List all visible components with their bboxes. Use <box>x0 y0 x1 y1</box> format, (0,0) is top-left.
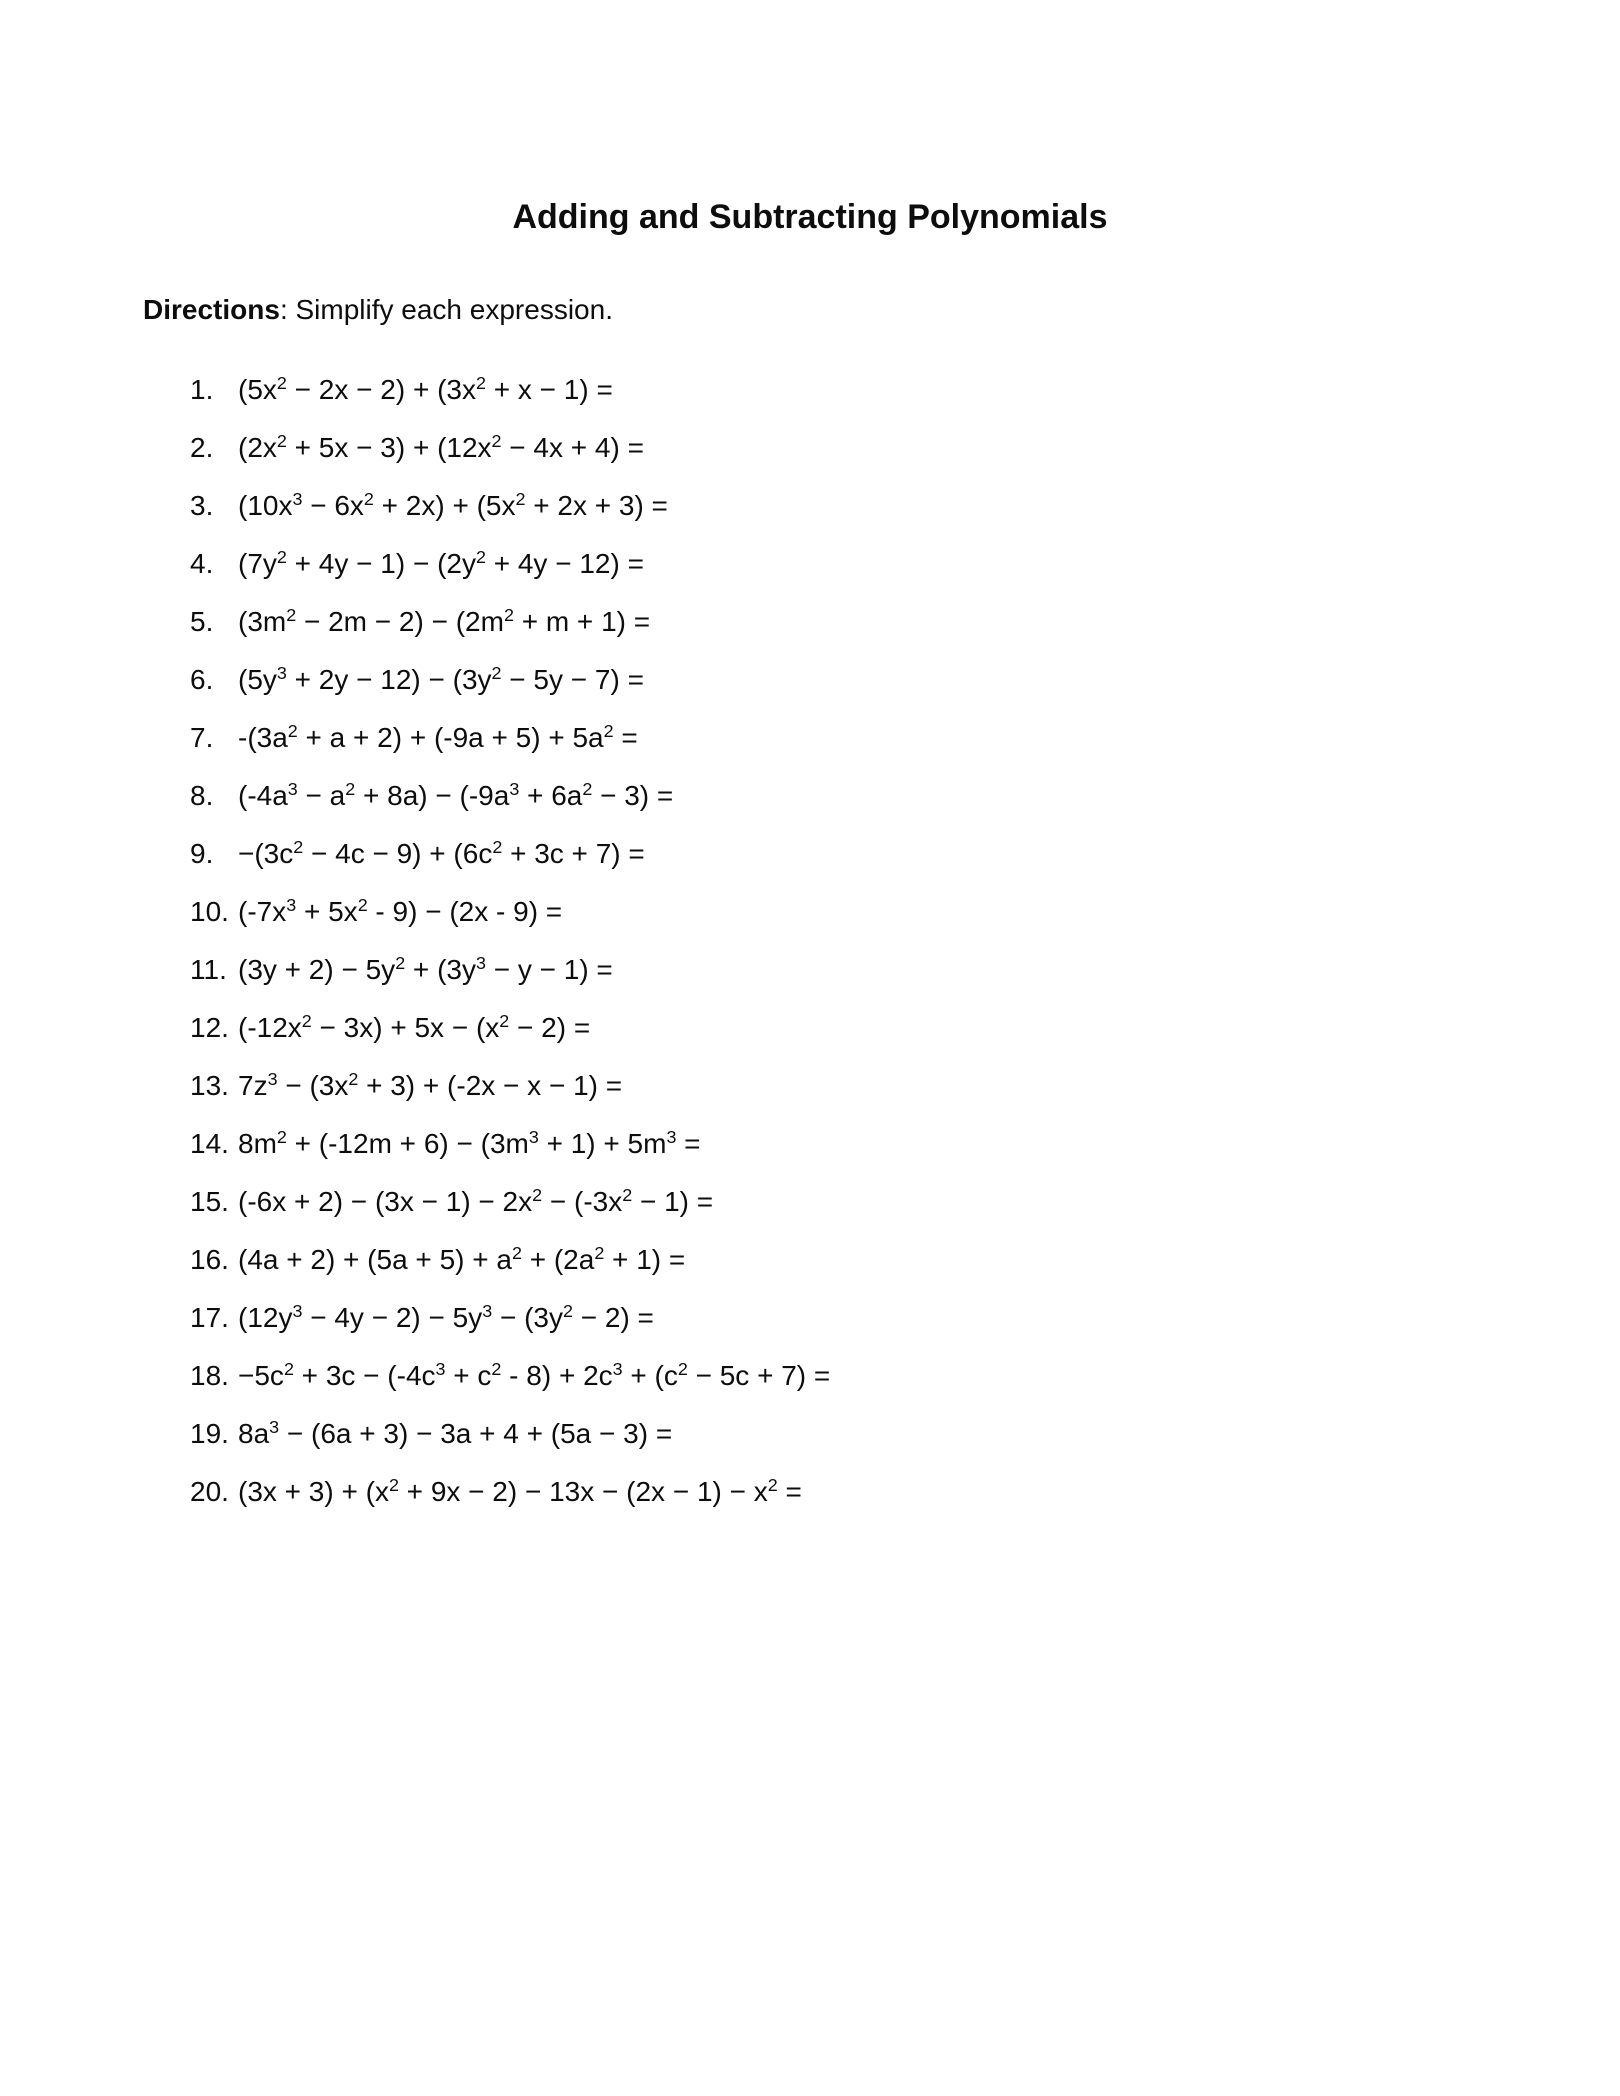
problem-item <box>190 1347 830 1405</box>
problem-number: 2. <box>190 432 214 463</box>
problem-expression: $(2x^2 + 5x - 3) + (12x^2 - 4x + 4)$ = <box>238 431 644 463</box>
problem-expression: $8a^3 - (6a + 3) - 3a + 4 + (5a - 3)$ = <box>238 1417 673 1449</box>
problem-number: 4. <box>190 548 214 579</box>
problem-expression: $(5y^3 + 2y - 12) - (3y^2 - 5y - 7)$ = <box>238 663 644 695</box>
problem-number: 11. <box>190 954 227 985</box>
problem-number: 6. <box>190 664 214 695</box>
directions <box>143 290 613 330</box>
problem-item <box>190 651 830 709</box>
problem-item <box>190 767 830 825</box>
problem-number: 5. <box>190 606 214 637</box>
problem-expression: $7z^3 - (3x^2 + 3) + (-2x - x - 1)$ = <box>238 1069 623 1101</box>
problem-number: 8. <box>190 780 214 811</box>
problem-item <box>190 883 830 941</box>
problem-item <box>190 477 830 535</box>
problem-number: 10. <box>190 896 229 927</box>
problem-item <box>190 361 830 419</box>
page-title: Adding and Subtracting Polynomials <box>512 198 1108 236</box>
problem-item <box>190 1405 830 1463</box>
problem-item <box>190 535 830 593</box>
problem-expression: $(-7x^3 + 5x^2 - 9) - (2x - 9)$ = <box>238 895 563 927</box>
problem-number: 19. <box>190 1418 229 1449</box>
problem-item <box>190 999 830 1057</box>
problem-item <box>190 941 830 999</box>
problem-expression: $(-12x^2 - 3x) + 5x - (x^2 - 2)$ = <box>238 1011 591 1043</box>
problem-item <box>190 1115 830 1173</box>
problem-number: 12. <box>190 1012 229 1043</box>
problem-item <box>190 1463 830 1521</box>
problem-number: 16. <box>190 1244 229 1275</box>
problem-number: 3. <box>190 490 214 521</box>
problem-item <box>190 593 830 651</box>
problem-expression: $(-4a^3 - a^2 + 8a) - (-9a^3 + 6a^2 - 3)$ = <box>238 779 674 811</box>
directions-text: : Simplify each expression. <box>279 294 613 325</box>
problem-expression: $(12y^3 - 4y - 2) - 5y^3 - (3y^2 - 2)$ = <box>238 1301 654 1333</box>
problem-expression: $(5x^2 - 2x - 2) + (3x^2 + x - 1)$ = <box>238 373 613 405</box>
problem-item <box>190 1057 830 1115</box>
problem-expression: $(4a + 2) + (5a + 5) + a^2 + (2a^2 + 1)$ = <box>238 1243 686 1275</box>
problem-number: 17. <box>190 1302 229 1333</box>
problem-number: 13. <box>190 1070 229 1101</box>
problem-expression: $8m^2 + (-12m + 6) - (3m^3 + 1) + 5m^3$ = <box>238 1127 701 1159</box>
problem-expression: $-(3c^2 - 4c - 9) + (6c^2 + 3c + 7)$ = <box>238 837 645 869</box>
directions-label: Directions <box>143 294 280 325</box>
problem-expression: $(-6x + 2) - (3x - 1) - 2x^2 - (-3x^2 - 1)$ = <box>238 1185 714 1217</box>
problem-number: 7. <box>190 722 214 753</box>
problem-item <box>190 825 830 883</box>
problem-expression: $(10x^3 - 6x^2 + 2x) + (5x^2 + 2x + 3)$ = <box>238 489 668 521</box>
problem-expression: $(7y^2 + 4y - 1) - (2y^2 + 4y - 12)$ = <box>238 547 644 579</box>
problem-expression: $(3x + 3) + (x^2 + 9x - 2) - 13x - (2x - 1) - x^2$ = <box>238 1475 802 1507</box>
problem-number: 9. <box>190 838 214 869</box>
problems-list <box>190 361 830 1521</box>
problem-item <box>190 709 830 767</box>
problem-number: 20. <box>190 1476 229 1507</box>
problem-number: 1. <box>190 374 214 405</box>
problem-expression: $-5c^2 + 3c - (-4c^3 + c^2 - 8) + 2c^3 + (c^2 - 5c + 7)$ = <box>238 1359 831 1391</box>
problem-item <box>190 1173 830 1231</box>
problem-item <box>190 419 830 477</box>
problem-expression: $(3m^2 - 2m - 2) - (2m^2 + m + 1)$ = <box>238 605 651 637</box>
problem-item <box>190 1231 830 1289</box>
problem-expression: $-(3a^2 + a + 2) + (-9a + 5) + 5a^2$ = <box>238 721 638 753</box>
problem-number: 15. <box>190 1186 229 1217</box>
problem-expression: $(3y + 2) - 5y^2 + (3y^3 - y - 1)$ = <box>238 953 613 985</box>
problem-item <box>190 1289 830 1347</box>
problem-number: 14. <box>190 1128 229 1159</box>
problem-number: 18. <box>190 1360 229 1391</box>
